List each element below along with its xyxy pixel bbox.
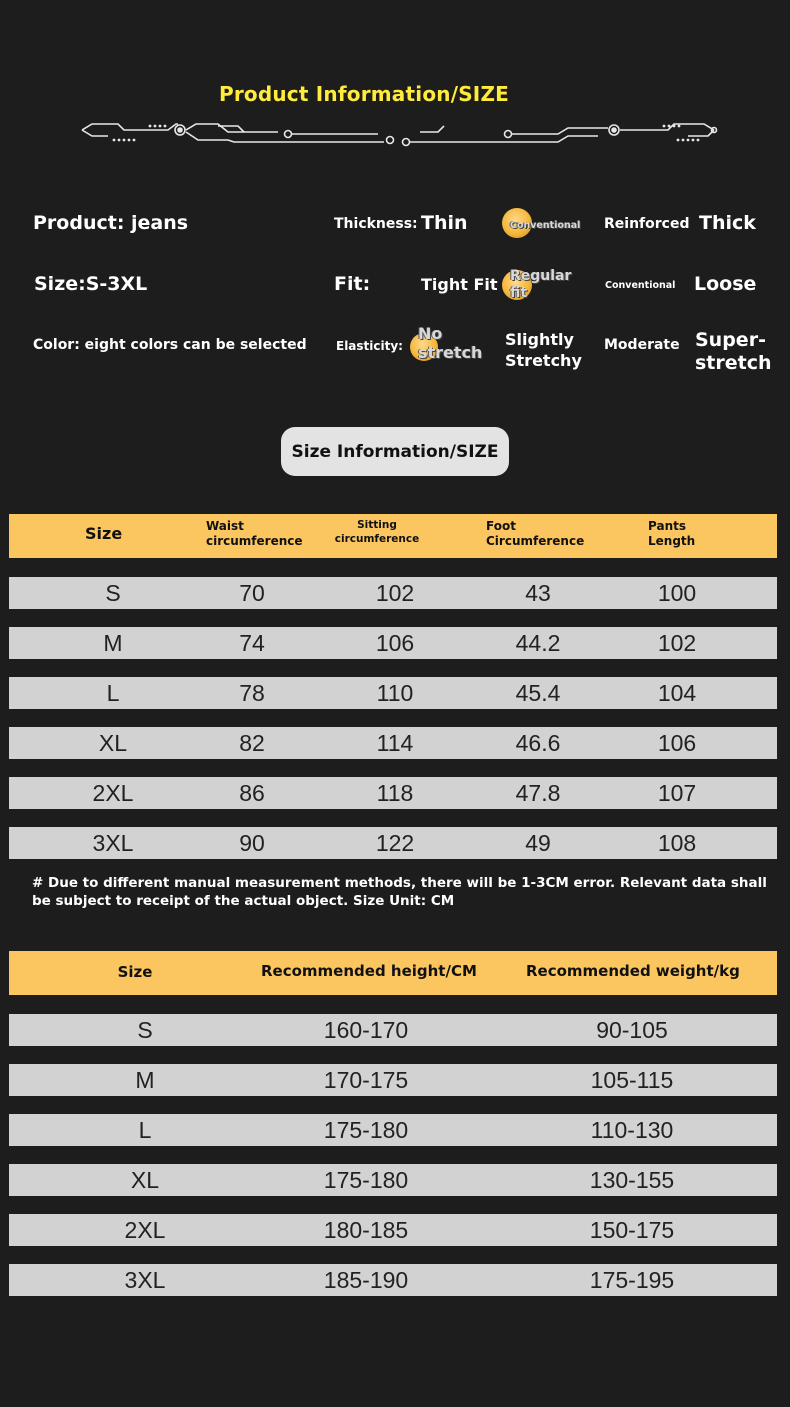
rec-header-height: Recommended height/CM: [261, 962, 477, 980]
recommend-table-cell: 130-155: [589, 1167, 675, 1193]
header-waist: Waist circumference: [206, 519, 303, 548]
size-table-row: [9, 577, 777, 609]
recommend-table-cell: 2XL: [124, 1217, 166, 1243]
elasticity-option-slightly: Slightly Stretchy: [505, 330, 582, 370]
size-table-cell: 108: [657, 830, 697, 856]
thickness-option-conventional: Conventional: [510, 220, 581, 231]
product-name: Product: jeans: [33, 212, 189, 234]
thickness-option-reinforced: Reinforced: [604, 216, 690, 232]
recommend-table-row: [9, 1114, 777, 1146]
header-foot: Foot Circumference: [486, 519, 585, 548]
size-table-header: [9, 514, 777, 558]
elasticity-option-moderate: Moderate: [604, 337, 680, 353]
size-table-cell: 78: [239, 680, 265, 706]
size-table-cell: L: [106, 680, 120, 706]
size-table-cell: 104: [657, 680, 697, 706]
size-table-cell: 118: [376, 780, 414, 806]
page-title: Product Information/SIZE: [218, 82, 510, 106]
size-table-cell: 49: [525, 830, 551, 856]
size-table-cell: 82: [239, 730, 265, 756]
rec-header-size: Size: [117, 963, 153, 981]
recommend-table-cell: 185-190: [323, 1267, 409, 1293]
size-table-cell: 110: [376, 680, 414, 706]
fit-option-tight: Tight Fit: [421, 275, 498, 294]
fit-option-loose: Loose: [694, 273, 757, 295]
recommend-table-cell: 105-115: [590, 1067, 674, 1093]
size-table-cell: 106: [375, 630, 415, 656]
thickness-label: Thickness:: [334, 216, 418, 232]
size-table-cell: 47.8: [515, 780, 561, 806]
elasticity-option-super: Super-stretch: [695, 329, 772, 374]
size-table-cell: M: [103, 630, 123, 656]
recommend-table-cell: 175-195: [589, 1267, 675, 1293]
size-table-cell: 2XL: [92, 780, 134, 806]
size-table-cell: 107: [657, 780, 697, 806]
size-table-cell: 114: [376, 730, 414, 756]
size-table-cell: 86: [239, 780, 265, 806]
product-color: Color: eight colors can be selected: [33, 337, 307, 353]
header-length: Pants Length: [648, 519, 696, 548]
size-table-cell: 46.6: [515, 730, 561, 756]
recommend-table-cell: XL: [130, 1167, 160, 1193]
size-table-row: [9, 727, 777, 759]
recommend-table-cell: 3XL: [124, 1267, 166, 1293]
size-table-cell: 74: [239, 630, 265, 656]
size-table-cell: 44.2: [515, 630, 561, 656]
recommend-table-row: [9, 1164, 777, 1196]
thickness-option-thin: Thin: [421, 212, 468, 234]
elasticity-option-no-stretch: No stretch: [418, 324, 483, 362]
recommend-table-cell: 180-185: [323, 1217, 409, 1243]
thickness-option-thick: Thick: [699, 212, 756, 234]
recommend-table-cell: 150-175: [589, 1217, 675, 1243]
size-table-cell: 106: [657, 730, 697, 756]
size-table-row: [9, 627, 777, 659]
recommend-table-cell: 175-180: [323, 1117, 409, 1143]
recommend-table-row: [9, 1214, 777, 1246]
recommend-table-cell: 175-180: [323, 1167, 409, 1193]
recommend-table-cell: 170-175: [323, 1067, 409, 1093]
size-table-row: [9, 777, 777, 809]
recommend-table-cell: 110-130: [590, 1117, 674, 1143]
product-size: Size:S-3XL: [34, 273, 148, 295]
recommend-table-header: [9, 951, 777, 995]
size-table-cell: 45.4: [515, 680, 561, 706]
size-table-cell: 43: [525, 580, 551, 606]
elasticity-label: Elasticity:: [336, 339, 403, 353]
rec-header-weight: Recommended weight/kg: [526, 962, 740, 980]
size-information-button[interactable]: Size Information/SIZE: [281, 427, 509, 476]
size-table-cell: 70: [239, 580, 265, 606]
size-table-cell: 122: [375, 830, 415, 856]
size-table-row: [9, 827, 777, 859]
size-table-cell: 102: [657, 630, 697, 656]
recommend-table-row: [9, 1014, 777, 1046]
size-table-cell: 102: [375, 580, 415, 606]
size-table-cell: S: [105, 580, 121, 606]
recommend-table-cell: S: [137, 1017, 153, 1043]
size-table-row: [9, 677, 777, 709]
size-table-cell: XL: [98, 730, 128, 756]
recommend-table-row: [9, 1064, 777, 1096]
fit-option-regular: Regular fit: [510, 268, 572, 301]
size-table-cell: 100: [657, 580, 697, 606]
recommend-table-cell: 90-105: [596, 1017, 668, 1043]
recommend-table-cell: M: [135, 1067, 155, 1093]
measurement-note: # Due to different manual measurement methods, there will be 1-3CM error. Relevant data shall be subject to receipt of the actual object. Size Unit: CM: [32, 875, 767, 909]
circuit-divider-icon: [78, 118, 718, 150]
fit-label: Fit:: [334, 273, 371, 295]
size-table-cell: 3XL: [92, 830, 134, 856]
fit-option-conventional: Conventional: [605, 280, 676, 291]
recommend-table-cell: L: [138, 1117, 152, 1143]
header-size: Size: [85, 524, 123, 543]
header-sitting: Sitting circumference: [334, 519, 420, 545]
recommend-table-row: [9, 1264, 777, 1296]
size-table-cell: 90: [239, 830, 265, 856]
recommend-table-cell: 160-170: [323, 1017, 409, 1043]
